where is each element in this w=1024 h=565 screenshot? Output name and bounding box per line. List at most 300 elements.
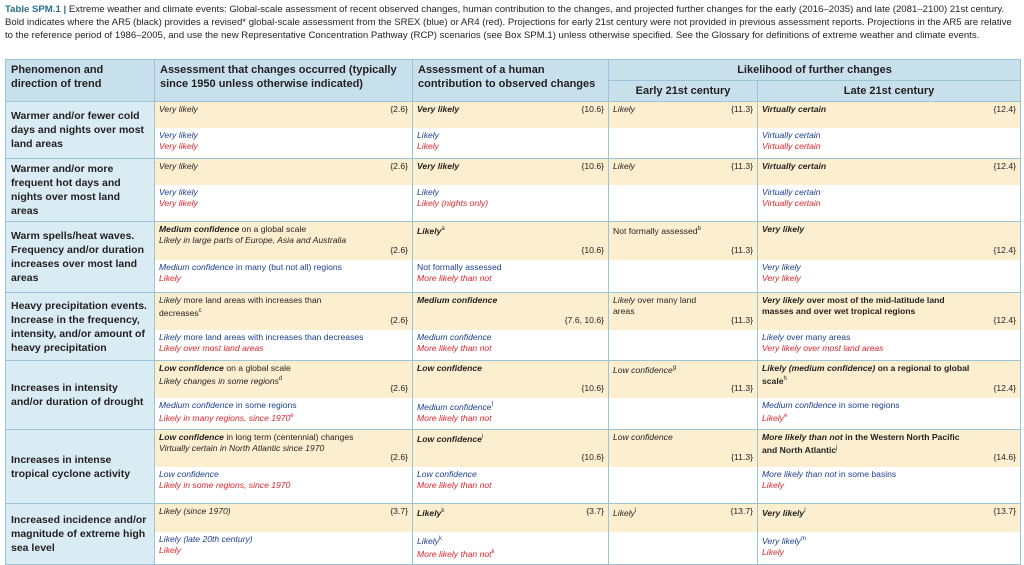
current-assessment: [758, 293, 1020, 330]
c2-cell: [155, 159, 413, 222]
srex-text: Low confidence: [417, 469, 477, 479]
section-reference: {3.7}: [390, 506, 408, 516]
phenomenon-cell: Increases in intensity and/or duration of drought: [6, 361, 155, 430]
assessment-rest: over many land areas: [613, 295, 697, 316]
c5-cell: [758, 222, 1021, 293]
assessment-line2: Likely in large parts of Europe, Asia and Australia: [159, 235, 347, 245]
ar4-assessment: [159, 273, 408, 284]
assessment-line2: Virtually certain in North Atlantic since 1970: [159, 443, 325, 453]
assessment-term: Medium confidence: [417, 295, 498, 305]
assessment-term: Likely: [159, 295, 181, 305]
section-reference: {10.6}: [581, 452, 604, 462]
assessment-line2: Likely changes in some regions: [159, 375, 279, 386]
header-likelihood: Likelihood of further changes: [609, 60, 1021, 81]
assessment-term: Not formally assessed: [613, 225, 698, 236]
current-assessment: [758, 159, 1020, 185]
assessment-term: Virtually certain: [762, 104, 827, 114]
srex-rest: in many (but not all) regions: [233, 262, 342, 272]
srex-text: Likely: [417, 535, 439, 546]
ar4-assessment: [159, 480, 408, 491]
c5-cell: [758, 430, 1021, 504]
c4-cell: [609, 159, 758, 222]
previous-assessment: [155, 532, 412, 564]
srex-text: Not formally assessed: [417, 262, 502, 272]
srex-text: Likely: [417, 130, 439, 140]
ar4-text: Likely in many regions, since 1970: [159, 412, 291, 423]
phenomenon-cell: Warmer and/or fewer cold days and nights over most land areas: [6, 102, 155, 159]
current-assessment: [413, 159, 608, 185]
section-reference: {11.3}: [731, 383, 753, 393]
previous-assessment: [609, 467, 757, 503]
section-reference: {12.4}: [993, 161, 1016, 171]
assessment-rest: more land areas with increases than decreases: [159, 295, 322, 318]
previous-assessment: [155, 467, 412, 503]
srex-term: Likely: [762, 332, 784, 342]
footnote-mark: j: [836, 445, 838, 451]
current-assessment-text: [417, 224, 604, 237]
ar4-assessment: [159, 141, 408, 152]
srex-rest: over many areas: [783, 332, 851, 342]
caption-text: Extreme weather and climate events: Global-scale assessment of recent observed changes, human contribution to the changes, and projected further changes for the early (2016–2035) and late (2081–2100) 21st century. Bold indicates where the AR5 (black) provides a revised* global-scale assessment from the SREX (blue) or AR4 (red). Projections for early 21st century were not provided in previous assessment reports. Projections in the AR5 are relative to the reference period of 1986–2005, and use the new Representative Concentration Pathway (RCP) scenarios (see Box SPM.1) unless otherwise specified. See the Glossary for definitions of extreme weather and climate events.: [5, 4, 1012, 41]
current-assessment: [758, 361, 1020, 398]
section-reference: {14.6}: [993, 452, 1016, 462]
ar4-assessment: [159, 198, 408, 209]
current-assessment: [413, 293, 608, 330]
ar4-text: Likely: [762, 546, 784, 557]
ar4-text: Likely over most land areas: [159, 343, 264, 353]
ar4-text: More likely than not: [417, 480, 492, 490]
footnote-mark: k: [491, 548, 495, 555]
srex-assessment: [417, 187, 604, 198]
current-assessment: [413, 504, 608, 532]
previous-assessment: [155, 260, 412, 292]
current-assessment-text: [762, 224, 1016, 235]
ar4-assessment: [159, 545, 408, 556]
srex-assessment: [762, 187, 1016, 198]
footnote-mark: f: [491, 402, 494, 408]
ar4-assessment: [762, 273, 1016, 284]
ar4-assessment: [762, 411, 1016, 424]
current-assessment-text: [762, 363, 1016, 387]
previous-assessment: [758, 330, 1020, 360]
assessment-term: Likely: [613, 507, 635, 518]
current-assessment: [609, 504, 757, 532]
srex-text: Very likely: [159, 130, 198, 140]
previous-assessment: [609, 260, 757, 292]
ar4-text: Likely: [762, 412, 784, 423]
previous-assessment: [413, 185, 608, 215]
srex-assessment: [159, 187, 408, 198]
srex-assessment: [159, 534, 408, 545]
assessment-term: Likely: [417, 225, 442, 236]
ar4-assessment: [417, 413, 604, 424]
phenomenon-cell: Warm spells/heat waves. Frequency and/or duration increases over most land areas: [6, 222, 155, 293]
footnote-mark: k: [441, 508, 445, 514]
section-reference: {11.3}: [731, 104, 753, 114]
footnote-mark: m: [800, 536, 806, 542]
srex-assessment: [762, 332, 1016, 343]
previous-assessment: [758, 467, 1020, 503]
srex-text: Medium confidence: [417, 401, 492, 412]
srex-text: Likely (late 20th century): [159, 534, 253, 544]
c5-cell: [758, 159, 1021, 222]
previous-assessment: [758, 398, 1020, 429]
previous-assessment: [413, 330, 608, 360]
previous-assessment: [758, 185, 1020, 215]
ar4-text: Likely: [417, 141, 439, 151]
srex-assessment: [417, 534, 604, 547]
section-reference: {7.6, 10.6}: [564, 315, 604, 325]
footnote-mark: c: [198, 308, 202, 314]
footnote-mark: h: [783, 376, 787, 382]
assessment-rest: on a global scale: [239, 224, 307, 234]
previous-assessment: [758, 128, 1020, 158]
assessment-term: Low confidence: [613, 364, 673, 375]
ar4-assessment: [417, 343, 604, 354]
srex-term: More likely than not: [762, 469, 837, 479]
c3-cell: [413, 222, 609, 293]
ar4-text: More likely than not: [417, 343, 492, 353]
section-reference: {10.6}: [581, 245, 604, 255]
previous-assessment: [609, 532, 757, 564]
c3-cell: [413, 430, 609, 504]
c2-cell: [155, 102, 413, 159]
previous-assessment: [758, 260, 1020, 292]
assessment-term: Likely: [613, 161, 635, 171]
section-reference: {13.7}: [993, 506, 1016, 516]
footnote-mark: l: [634, 508, 637, 514]
current-assessment-text: [159, 104, 408, 115]
srex-assessment: [417, 130, 604, 141]
ar4-text: Very likely over most land areas: [762, 343, 884, 353]
srex-term: Medium confidence: [159, 400, 234, 410]
ar4-text: Likely (nights only): [417, 198, 489, 208]
srex-assessment: [417, 332, 604, 343]
ar4-text: Virtually certain: [762, 141, 821, 151]
c4-cell: [609, 430, 758, 504]
current-assessment: [758, 504, 1020, 532]
assessment-rest: in long term (centennial) changes: [223, 432, 354, 442]
assessment-term: Likely: [613, 295, 635, 305]
section-reference: {2.6}: [390, 452, 408, 462]
section-reference: {10.6}: [581, 161, 604, 171]
c4-cell: [609, 504, 758, 565]
table-row: [6, 222, 1021, 293]
srex-assessment: [159, 262, 408, 273]
header-early: Early 21st century: [609, 81, 758, 102]
srex-term: Medium confidence: [159, 262, 234, 272]
srex-assessment: [417, 469, 604, 480]
section-reference: {12.4}: [993, 315, 1016, 325]
assessment-rest: on a global scale: [223, 363, 291, 373]
current-assessment: [609, 430, 757, 467]
table-row: [6, 159, 1021, 222]
ar4-text: More likely than not: [417, 412, 492, 423]
footnote-mark: i: [481, 434, 484, 440]
assessment-term: Low confidence: [159, 432, 224, 442]
ar4-assessment: [417, 198, 604, 209]
current-assessment-text: [417, 363, 604, 374]
assessment-rest: over most of the mid-latitude land masses and over wet tropical regions: [762, 295, 945, 316]
c3-cell: [413, 293, 609, 361]
ar4-assessment: [762, 547, 1016, 558]
assessment-term: Very likely: [417, 161, 460, 171]
current-assessment-text: [762, 295, 1016, 317]
phenomenon-cell: Increased incidence and/or magnitude of extreme high sea level: [6, 504, 155, 565]
footnote-mark: a: [441, 226, 445, 232]
footnote-mark: e: [290, 413, 294, 419]
c2-cell: [155, 361, 413, 430]
previous-assessment: [609, 128, 757, 158]
current-assessment-text: [159, 363, 408, 387]
c3-cell: [413, 159, 609, 222]
ar4-text: Likely in some regions, since 1970: [159, 480, 291, 490]
ar4-assessment: [417, 480, 604, 491]
srex-text: Very likely: [159, 187, 198, 197]
current-assessment-text: [762, 506, 1016, 519]
previous-assessment: [155, 128, 412, 158]
section-reference: {11.3}: [731, 315, 753, 325]
assessment-term: Likely (medium confidence): [762, 363, 876, 373]
c4-cell: [609, 293, 758, 361]
current-assessment-text: [417, 104, 604, 115]
current-assessment-text: [417, 432, 604, 445]
current-assessment-text: [159, 161, 408, 172]
srex-text: Likely: [417, 187, 439, 197]
assessment-term: Very likely: [159, 161, 198, 171]
c5-cell: [758, 293, 1021, 361]
srex-assessment: [762, 400, 1016, 411]
ar4-assessment: [417, 273, 604, 284]
previous-assessment: [155, 330, 412, 360]
srex-rest: in some basins: [836, 469, 897, 479]
footnote-mark: k: [438, 536, 442, 542]
ar4-assessment: [762, 141, 1016, 152]
srex-assessment: [159, 469, 408, 480]
srex-text: Very likely: [762, 262, 801, 272]
c4-cell: [609, 222, 758, 293]
current-assessment: [758, 222, 1020, 260]
srex-text: Medium confidence: [417, 332, 492, 342]
c5-cell: [758, 102, 1021, 159]
ar4-text: Likely: [159, 273, 181, 283]
previous-assessment: [413, 467, 608, 503]
c5-cell: [758, 504, 1021, 565]
c5-cell: [758, 361, 1021, 430]
c3-cell: [413, 102, 609, 159]
current-assessment: [155, 222, 412, 260]
section-reference: {10.6}: [581, 383, 604, 393]
ar4-assessment: [762, 480, 1016, 491]
current-assessment: [609, 102, 757, 128]
c2-cell: [155, 430, 413, 504]
table-row: [6, 293, 1021, 361]
current-assessment-text: [613, 363, 753, 376]
current-assessment: [609, 293, 757, 330]
srex-assessment: [159, 332, 408, 343]
section-reference: {2.6}: [390, 315, 408, 325]
current-assessment-text: [613, 432, 753, 443]
srex-term: Likely: [159, 332, 181, 342]
table-row: [6, 504, 1021, 565]
section-reference: {11.3}: [731, 452, 753, 462]
footnote-mark: d: [278, 376, 283, 382]
assessment-term: Low confidence: [159, 363, 224, 373]
srex-assessment: [762, 262, 1016, 273]
assessment-term: Likely (since 1970): [159, 506, 231, 516]
srex-text: Virtually certain: [762, 187, 821, 197]
c3-cell: [413, 361, 609, 430]
srex-assessment: [159, 130, 408, 141]
previous-assessment: [155, 185, 412, 215]
header-assessment: Assessment that changes occurred (typically since 1950 unless otherwise indicated): [155, 60, 413, 102]
ar4-assessment: [417, 141, 604, 152]
section-reference: {2.6}: [390, 161, 408, 171]
previous-assessment: [413, 398, 608, 429]
header-late: Late 21st century: [758, 81, 1021, 102]
phenomenon-cell: Warmer and/or more frequent hot days and nights over most land areas: [6, 159, 155, 222]
c3-cell: [413, 504, 609, 565]
srex-assessment: [417, 262, 604, 273]
c2-cell: [155, 504, 413, 565]
ar4-assessment: [762, 198, 1016, 209]
current-assessment: [609, 222, 757, 260]
current-assessment-text: [159, 506, 408, 517]
current-assessment-text: [613, 295, 753, 317]
header-phenomenon: Phenomenon and direction of trend: [6, 60, 155, 102]
assessment-term: Medium confidence: [159, 224, 240, 234]
section-reference: {3.7}: [586, 506, 604, 516]
current-assessment-text: [417, 295, 604, 306]
ar4-text: More likely than not: [417, 548, 492, 559]
table-caption: [5, 3, 1020, 42]
current-assessment-text: [159, 432, 408, 454]
assessment-term: Very likely: [417, 104, 460, 114]
c4-cell: [609, 102, 758, 159]
footnote-mark: l: [804, 508, 806, 514]
srex-assessment: [417, 400, 604, 413]
current-assessment: [413, 361, 608, 398]
current-assessment-text: [762, 161, 1016, 172]
table-row: [6, 102, 1021, 159]
ar4-assessment: [417, 547, 604, 560]
assessment-term: Low confidence: [417, 433, 482, 444]
previous-assessment: [413, 128, 608, 158]
srex-term: Medium confidence: [762, 400, 837, 410]
ar4-text: Likely: [159, 545, 181, 555]
current-assessment: [155, 102, 412, 128]
ar4-assessment: [159, 411, 408, 424]
footnote-mark: e: [783, 413, 788, 419]
srex-rest: in some regions: [233, 400, 297, 410]
current-assessment: [155, 430, 412, 467]
srex-rest: in some regions: [836, 400, 900, 410]
assessment-term: Low confidence: [417, 363, 482, 373]
current-assessment: [413, 222, 608, 260]
section-reference: {13.7}: [730, 506, 753, 516]
ar4-text: Very likely: [159, 198, 198, 208]
ar4-text: More likely than not: [417, 273, 492, 283]
previous-assessment: [413, 532, 608, 564]
srex-rest: more land areas with increases than decreases: [180, 332, 364, 342]
assessment-term: Very likely: [762, 507, 805, 518]
assessment-term: Very likely: [762, 224, 805, 234]
current-assessment: [155, 159, 412, 185]
section-reference: {12.4}: [993, 245, 1016, 255]
current-assessment-text: [159, 295, 408, 319]
phenomenon-cell: Increases in intense tropical cyclone activity: [6, 430, 155, 504]
current-assessment-text: [417, 506, 604, 519]
ar4-text: Virtually certain: [762, 198, 821, 208]
assessment-term: Very likely: [762, 295, 805, 305]
previous-assessment: [609, 185, 757, 215]
srex-assessment: [762, 469, 1016, 480]
assessment-term: Very likely: [159, 104, 198, 114]
table-row: [6, 361, 1021, 430]
ar4-assessment: [762, 343, 1016, 354]
current-assessment: [155, 293, 412, 330]
current-assessment: [609, 361, 757, 398]
previous-assessment: [609, 398, 757, 429]
srex-text: Virtually certain: [762, 130, 821, 140]
assessment-rest: on a regional to global scale: [762, 363, 970, 386]
assessment-term: Virtually certain: [762, 161, 827, 171]
srex-assessment: [762, 534, 1016, 547]
assessment-term: Low confidence: [613, 432, 673, 442]
previous-assessment: [609, 330, 757, 360]
extreme-events-table: [5, 59, 1021, 565]
ar4-text: Very likely: [762, 273, 801, 283]
assessment-term: Likely: [613, 104, 635, 114]
section-reference: {2.6}: [390, 383, 408, 393]
c4-cell: [609, 361, 758, 430]
assessment-rest: in the Western North Pacific and North Atlantic: [762, 432, 960, 455]
current-assessment: [758, 102, 1020, 128]
srex-assessment: [762, 130, 1016, 141]
header-human: Assessment of a human contribution to observed changes: [413, 60, 609, 102]
previous-assessment: [413, 260, 608, 292]
srex-assessment: [159, 400, 408, 411]
table-label: Table SPM.1 |: [5, 4, 67, 15]
table-row: [6, 430, 1021, 504]
srex-text: Low confidence: [159, 469, 219, 479]
current-assessment: [413, 430, 608, 467]
previous-assessment: [155, 398, 412, 429]
ar4-text: Very likely: [159, 141, 198, 151]
current-assessment: [155, 504, 412, 532]
current-assessment: [758, 430, 1020, 467]
current-assessment: [413, 102, 608, 128]
section-reference: {11.3}: [731, 161, 753, 171]
footnote-mark: b: [697, 226, 701, 232]
ar4-assessment: [159, 343, 408, 354]
section-reference: {11.3}: [731, 245, 753, 255]
section-reference: {12.4}: [993, 383, 1016, 393]
current-assessment: [609, 159, 757, 185]
previous-assessment: [758, 532, 1020, 564]
footnote-mark: g: [672, 365, 677, 371]
current-assessment-text: [762, 432, 1016, 456]
c2-cell: [155, 293, 413, 361]
ar4-text: Likely: [762, 480, 784, 490]
section-reference: {12.4}: [993, 104, 1016, 114]
current-assessment-text: [417, 161, 604, 172]
current-assessment-text: [613, 224, 753, 237]
section-reference: {2.6}: [390, 104, 408, 114]
c2-cell: [155, 222, 413, 293]
current-assessment-text: [159, 224, 408, 246]
section-reference: {2.6}: [390, 245, 408, 255]
